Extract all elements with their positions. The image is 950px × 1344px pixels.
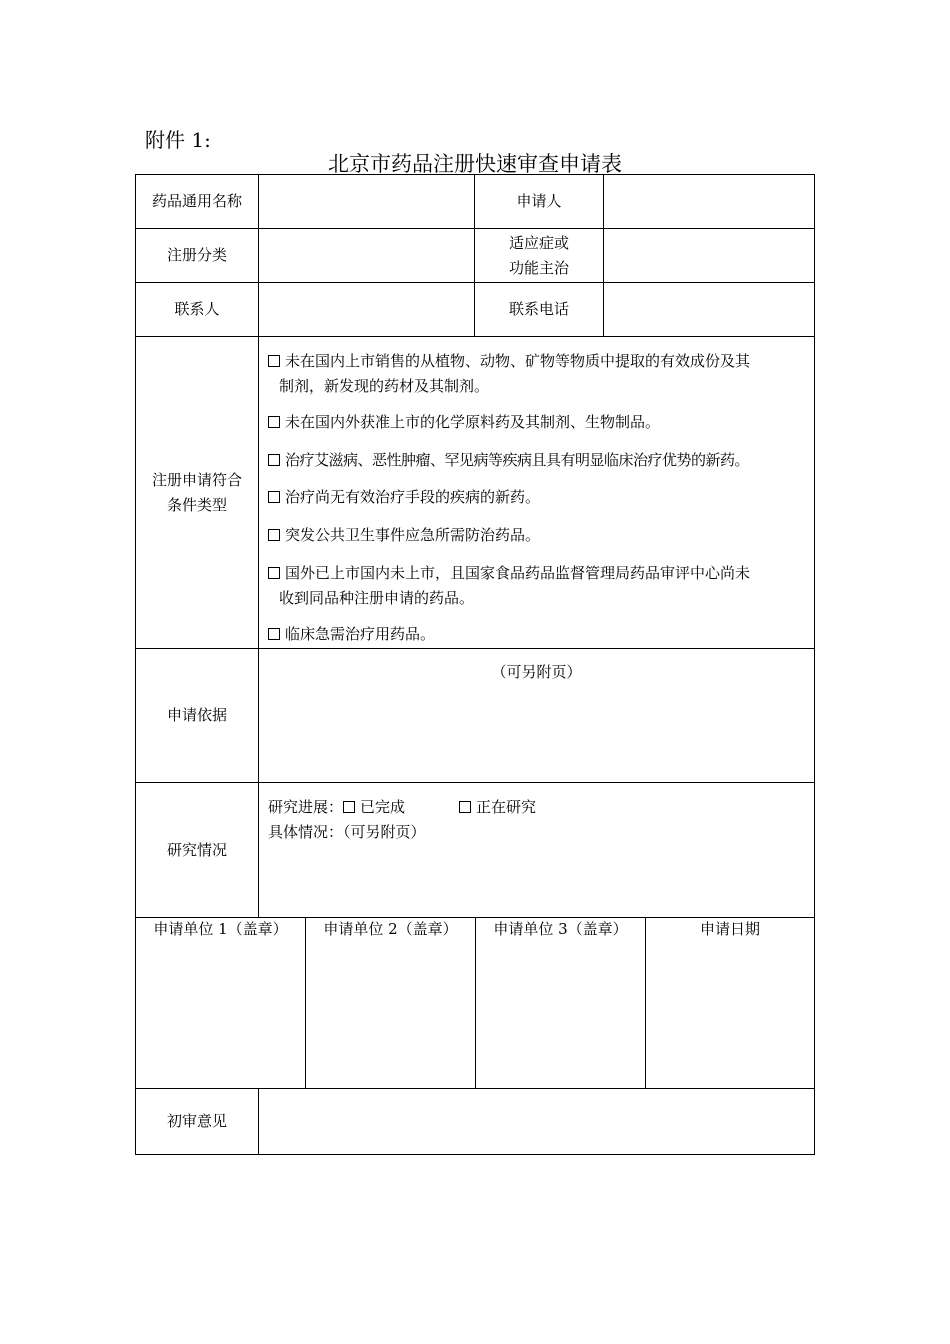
unit2-cell[interactable] <box>305 917 476 1089</box>
research-done-label[interactable]: 已完成 <box>360 798 406 816</box>
date-cell[interactable] <box>645 917 815 1089</box>
conditions-label <box>135 336 259 649</box>
phone-field[interactable] <box>603 282 815 337</box>
checkbox-icon[interactable] <box>268 529 280 541</box>
checkbox-icon[interactable] <box>459 801 471 813</box>
review-label <box>135 1088 259 1155</box>
indication-label-line2: 功能主治 <box>508 258 569 277</box>
condition-option-1[interactable] <box>268 349 808 399</box>
phone-label <box>474 282 604 337</box>
research-label-text: 研究情况 <box>166 840 227 859</box>
category-label-text: 注册分类 <box>166 246 227 264</box>
research-label <box>135 782 259 918</box>
checkbox-icon[interactable] <box>268 416 280 428</box>
applicant-label <box>474 174 604 229</box>
form-title: 北京市药品注册快速审查申请表 <box>328 152 622 176</box>
checkbox-icon[interactable] <box>268 355 280 367</box>
review-field[interactable] <box>258 1088 815 1155</box>
research-progress-label: 研究进展： <box>268 798 344 816</box>
basis-label-text: 申请依据 <box>166 706 227 724</box>
generic-name-label-text: 药品通用名称 <box>151 192 242 210</box>
generic-name-field[interactable] <box>258 174 475 229</box>
basis-label <box>135 648 259 783</box>
phone-label-text: 联系电话 <box>508 300 569 318</box>
indication-label-line1: 适应症或 <box>508 233 569 252</box>
checkbox-icon[interactable] <box>268 491 280 503</box>
checkbox-icon[interactable] <box>268 628 280 640</box>
condition-option-6[interactable] <box>268 561 808 611</box>
applicant-field[interactable] <box>603 174 815 229</box>
condition-option-text: 未在国内外获准上市的化学原料药及其制剂、生物制品。 <box>285 413 661 431</box>
research-progress <box>268 795 405 820</box>
condition-option-text-2: 收到同品种注册申请的药品。 <box>279 589 475 607</box>
research-ongoing[interactable] <box>459 795 536 820</box>
generic-name-label <box>135 174 259 229</box>
category-field[interactable] <box>258 228 475 283</box>
unit3-cell[interactable] <box>475 917 646 1089</box>
contact-label-text: 联系人 <box>174 300 220 318</box>
unit2-label: 申请单位 2（盖章） <box>323 920 458 938</box>
research-detail: 具体情况：（可另附页） <box>268 823 426 841</box>
condition-option-text: 突发公共卫生事件应急所需防治药品。 <box>285 526 541 544</box>
basis-note: （可另附页） <box>491 663 582 681</box>
checkbox-icon[interactable] <box>268 454 280 466</box>
review-label-text: 初审意见 <box>166 1112 227 1130</box>
indication-field[interactable] <box>603 228 815 283</box>
condition-option-2[interactable] <box>268 410 808 435</box>
unit1-cell[interactable] <box>135 917 306 1089</box>
condition-option-5[interactable] <box>268 523 808 548</box>
condition-option-text-2: 制剂，新发现的药材及其制剂。 <box>279 377 490 395</box>
conditions-label-line1: 注册申请符合 <box>151 470 242 489</box>
unit3-label: 申请单位 3（盖章） <box>493 920 628 938</box>
indication-label <box>474 228 604 283</box>
condition-option-text: 治疗尚无有效治疗手段的疾病的新药。 <box>285 488 541 506</box>
conditions-label-line2: 条件类型 <box>166 495 227 514</box>
condition-option-text: 国外已上市国内未上市，且国家食品药品监督管理局药品审评中心尚未 <box>285 564 751 582</box>
condition-option-7[interactable] <box>268 622 808 647</box>
research-ongoing-label: 正在研究 <box>476 798 537 816</box>
condition-option-text: 未在国内上市销售的从植物、动物、矿物等物质中提取的有效成份及其 <box>285 352 751 370</box>
condition-option-text: 临床急需治疗用药品。 <box>285 625 436 643</box>
attachment-label: 附件 1: <box>145 128 211 152</box>
checkbox-icon[interactable] <box>268 567 280 579</box>
contact-label <box>135 282 259 337</box>
checkbox-icon[interactable] <box>343 801 355 813</box>
unit1-label: 申请单位 1（盖章） <box>153 920 288 938</box>
condition-option-text: 治疗艾滋病、恶性肿瘤、罕见病等疾病且具有明显临床治疗优势的新药。 <box>285 451 750 469</box>
category-label <box>135 228 259 283</box>
condition-option-4[interactable] <box>268 485 808 510</box>
contact-field[interactable] <box>258 282 475 337</box>
date-label: 申请日期 <box>699 920 760 938</box>
applicant-label-text: 申请人 <box>516 192 562 210</box>
condition-option-3[interactable] <box>268 448 808 473</box>
